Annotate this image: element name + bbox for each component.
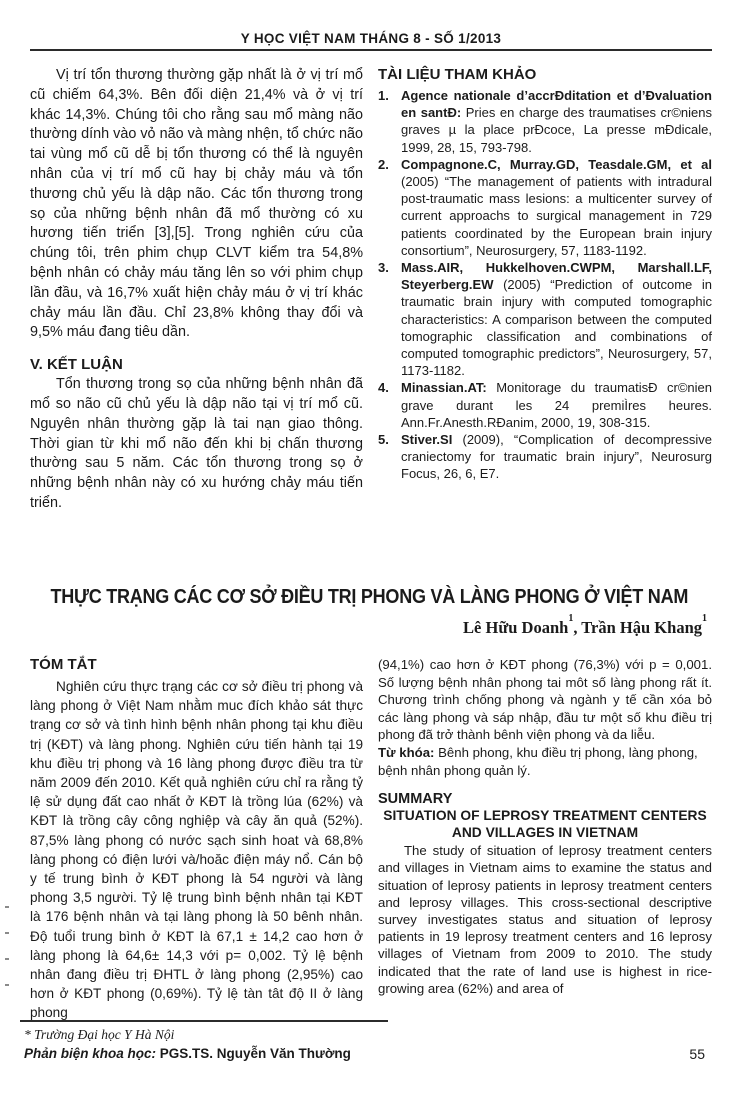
reference-number: 3. <box>378 260 389 276</box>
reference-item <box>378 87 712 156</box>
reference-number: 5. <box>378 432 389 448</box>
journal-running-title: Y HỌC VIỆT NAM THÁNG 8 - SỐ 1/2013 <box>240 31 502 46</box>
journal-header <box>30 30 712 51</box>
reviewer-label: Phản biện khoa học: <box>24 1045 157 1061</box>
reference-text <box>401 379 712 431</box>
keywords-label: Từ khóa: <box>378 744 435 760</box>
references-column <box>378 66 712 514</box>
article-title <box>0 585 739 609</box>
reference-text <box>401 156 712 259</box>
author-name: Lê Hữu Doanh <box>463 618 569 637</box>
reference-item <box>378 259 712 379</box>
author-name: , Trần Hậu Khang <box>573 618 702 637</box>
reference-body: (2005) “Prediction of outcome in traumatic brain injury with computed tomographic characteristics: A comparison between the computed tomographic classification and combinations of computed tomographic predictors”, Neurosurgery, 57, 1173-1182. <box>401 277 712 379</box>
article-title-text: THỰC TRẠNG CÁC CƠ SỞ ĐIỀU TRỊ PHONG VÀ LÀNG PHONG Ở VIỆT NAM <box>50 585 689 608</box>
abstract-continuation: (94,1%) cao hơn ở KĐT phong (76,3%) với p = 0,001. Số lượng bệnh nhân phong tai môt số làng phong rất ít. Chương trình chống phong và ngành y tế cần xóa bỏ các làng phong và sáp nhập, đầu tư một số khu điều trị phong đã trở thành bênh viện phong và da liễu. <box>378 657 712 743</box>
abstract-heading: TÓM TẮT <box>30 656 97 673</box>
reference-authors: Minassian.AT: <box>401 380 487 396</box>
abstract-paragraph: Nghiên cứu thực trạng các cơ sở điều trị phong và làng phong ở Việt Nam nhằm muc đích khảo sát thực trạng cơ sở và tình hình bệnh nhân phong tại khu điều trị (KĐT) và làng phong. Nghiên cứu tiến hành tại 19 khu điều trị phong và 16 làng phong được điều tra từ năm 2009 đến 2010. Kết quả nghiên cứu chỉ ra rằng tỷ lệ sử dụng đất cao nhất ở KĐT là trồng lúa (62%) và KĐT là trồng cây công nghiệp và cây ăn quả (52%). 87,5% làng phong có nước sạch sinh hoat và 68,8% làng phong có điện lưới và/hoăc điện máy nổ. Cán bộ y tế trung bình ở KĐT phong là 54 người và làng phong 3,5 người. Tỷ lệ trung bình bệnh nhân tại KĐT là 176 bệnh nhân và tại làng phong là 50 bênh nhân. Độ tuổi trung bình ở KĐT là 67,1 ± 14,2 cao hơn ở làng phong là 64,6± 14,3 với p= 0,002. Tỷ lệ bệnh nhân đang điều trị ĐHTL ở làng phong (2,95%) cao hơn ở KĐT phong (0,69%). Tỷ lệ tàn tât độ II ở làng phong <box>30 679 363 1021</box>
previous-article-column <box>30 66 363 514</box>
reviewer-name: PGS.TS. Nguyễn Văn Thường <box>159 1045 351 1061</box>
reference-body: (2005) “The management of patients with intradural post-traumatic mass lesions: a multicenter survey of current approachs to surgical management in 729 patients coordinated by the European brain injury consortium”, Neurosurgery, 57, 1183-1192. <box>401 174 712 258</box>
summary-heading: SUMMARY <box>378 791 453 808</box>
reference-body: Monitorage du traumatisĐ cr©nien grave durant les 24 premiÌres heures. Ann.Fr.Anesth.RĐanim, 2000, 19, 308-315. <box>401 380 712 430</box>
body-paragraph: Vị trí tổn thương thường gặp nhất là ở vị trí mổ cũ chiếm 64,3%. Bên đối diện 21,4% và ở vị trí khác 14,3%. Chúng tôi cho rằng sau mổ màng não thường dính vào vỏ não và màng nhện, tổ chức não tai vùng mổ cũ dễ bị tổn thương có thể là nguyên nhân của vị trí mổ cũ hay bị chảy máu và tổn thương chủ yếu là dập não. Các tổn thương trong sọ của những bệnh nhân đã mổ thường có xu hương tiến triển [3],[5]. Trong nghiên cứu của chúng tôi, trên phim chụp CLVT kiểm tra 54,8% bệnh nhân có chảy máu tăng lên so với phim chụp lần đầu, và 16,7% xuất hiện chảy máu ở vị trí khác chảy máu lần đầu. Chỉ 23,8% không thay đổi và 9,5% máu đang tiêu dần. <box>30 67 363 341</box>
summary-subtitle: SITUATION OF LEPROSY TREATMENT CENTERS AND VILLAGES IN VIETNAM <box>383 808 707 841</box>
conclusion-heading: V. KẾT LUẬN <box>30 356 123 374</box>
reference-body: (2009), “Complication of decompressive craniectomy for traumatic brain injury”, Neurosurg Focus, 26, 6, E7. <box>401 432 712 482</box>
reference-body: Pries en charge des traumatises cr©niens graves µ la place prĐcoce, La presse mĐdicale, 1999, 28, 15, 793-798. <box>401 105 712 155</box>
scan-artifact-mark <box>5 906 9 908</box>
abstract-section <box>30 656 712 1023</box>
author-affiliation-mark: 1 <box>702 612 707 624</box>
page-number: 55 <box>689 1046 705 1062</box>
reference-text <box>401 259 712 379</box>
conclusion-paragraph: Tổn thương trong sọ của những bệnh nhân đã mổ so não cũ chủ yếu là dập não tại vị trí mổ cũ. Nguyên nhân thường gặp là tai nạn giao thông. Thời gian từ khi mổ não đến khi bị chấn thương thường sau 5 năm. Các tổn thương trong sọ ở những bệnh nhân này có xu hướng chảy máu tiến triển. <box>30 376 363 511</box>
reference-item <box>378 379 712 431</box>
reference-authors: Compagnone.C, Murray.GD, Teasdale.GM, et al <box>401 156 712 172</box>
scientific-reviewer <box>24 1045 351 1064</box>
footnote-divider <box>20 1020 388 1022</box>
reference-authors: Agence nationale d’accrĐditation et d’Đvaluation en santĐ: <box>401 88 712 121</box>
reference-text <box>401 431 712 483</box>
reference-authors: Mass.AIR, Hukkelhoven.CWPM, Marshall.LF, Steyerberg.EW <box>401 260 712 293</box>
references-heading: TÀI LIỆU THAM KHẢO <box>378 66 537 83</box>
abstract-column-right <box>378 656 712 1023</box>
reference-authors: Stiver.SI <box>401 432 453 448</box>
reference-number: 4. <box>378 380 389 396</box>
keywords-line <box>378 744 712 779</box>
reference-number: 2. <box>378 156 389 172</box>
author-affiliation-mark: 1 <box>568 612 574 624</box>
scan-artifact-mark <box>5 984 9 986</box>
author-affiliation: * Trường Đại học Y Hà Nội <box>24 1027 175 1042</box>
footnote <box>24 1026 351 1063</box>
reference-item <box>378 431 712 483</box>
summary-paragraph: The study of situation of leprosy treatment centers and villages in Vietnam aims to examine the status and situation of leprosy patients in leprosy treatment centers and leprosy villages. This cross-sectional descriptive survey investigates status and situation of leprosy patients in 19 leprosy treatment centers and 16 leprosy villages of Vietnam from 2009 to 2010. The study indicated that the rate of land use is highest in rice-growing area (62%) and area of <box>378 843 712 996</box>
scan-artifact-mark <box>5 932 9 934</box>
abstract-column-left <box>30 656 363 1023</box>
reference-text <box>401 87 712 156</box>
keywords-text: Bênh phong, khu điều trị phong, làng phong, bệnh nhân phong quản lý. <box>378 744 698 778</box>
scan-artifact-mark <box>5 958 9 960</box>
top-section <box>30 66 712 514</box>
reference-number: 1. <box>378 88 389 103</box>
reference-item <box>378 156 712 259</box>
article-authors <box>463 612 707 638</box>
